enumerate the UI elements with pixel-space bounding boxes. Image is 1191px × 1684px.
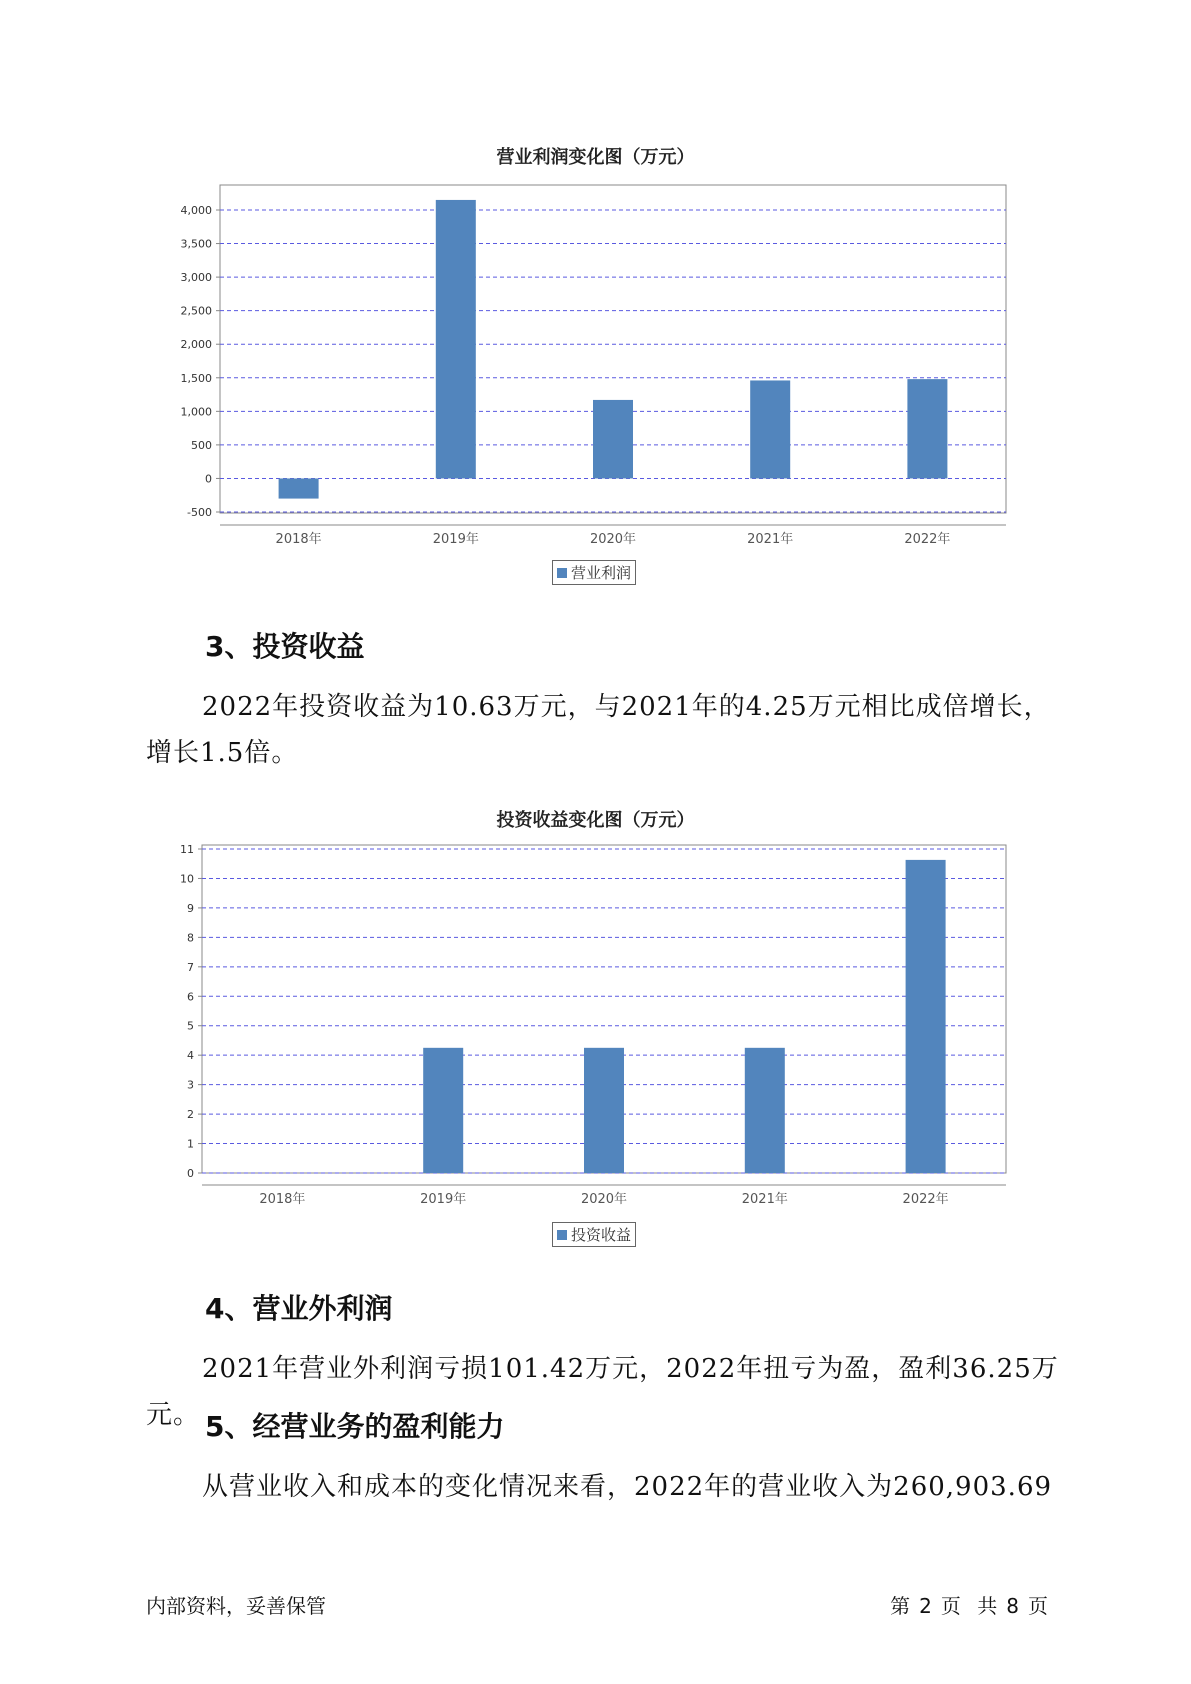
chart1-title: 营业利润变化图（万元） <box>496 147 695 168</box>
y-tick-label: 3,500 <box>180 237 212 251</box>
y-tick-label: 8 <box>187 931 194 945</box>
y-tick-label: 1,000 <box>180 405 212 419</box>
x-tick-label: 2022年 <box>904 532 951 547</box>
x-tick-label: 2020年 <box>580 1192 628 1207</box>
legend-swatch <box>557 1230 567 1240</box>
page-prefix: 第 <box>890 1594 912 1618</box>
x-tick-label: 2018年 <box>275 532 322 547</box>
y-tick-label: 2,000 <box>180 338 212 352</box>
y-tick-label: -500 <box>187 506 212 519</box>
x-tick-label: 2021年 <box>747 532 794 547</box>
y-tick-label: 1,500 <box>180 371 212 385</box>
footer-page-number <box>886 1590 1053 1619</box>
y-tick-label: 3 <box>187 1078 194 1092</box>
total-suffix: 页 <box>1028 1594 1049 1618</box>
x-tick-label: 2021年 <box>741 1192 788 1207</box>
x-tick-label: 2022年 <box>902 1192 949 1207</box>
y-tick-label: 2,500 <box>180 304 212 318</box>
chart2-legend <box>552 1222 636 1247</box>
chart2-legend-label: 投资收益 <box>571 1226 632 1244</box>
section-5-paragraph: 从营业收入和成本的变化情况来看，2022年的营业收入为260,903.69 <box>202 1472 1053 1502</box>
section-3-heading: 3、投资收益 <box>205 630 365 663</box>
page-mid: 页 <box>940 1594 962 1618</box>
y-tick-label: 4 <box>187 1049 194 1063</box>
section-4-heading: 4、营业外利润 <box>205 1292 393 1325</box>
section-3-paragraph: 2022年投资收益为10.63万元，与2021年的4.25万元相比成倍增长，增长1.5倍。 <box>146 692 1051 768</box>
total-prefix: 共 <box>977 1594 999 1618</box>
x-tick-label: 2019年 <box>420 1192 467 1207</box>
y-tick-label: 1 <box>187 1137 194 1151</box>
y-tick-label: 6 <box>187 990 194 1004</box>
bar-2019年 <box>423 1048 463 1173</box>
y-tick-label: 500 <box>191 438 212 452</box>
chart1-legend-label: 营业利润 <box>571 564 632 582</box>
bar-2022年 <box>906 860 946 1173</box>
section-5-heading: 5、经营业务的盈利能力 <box>205 1410 505 1443</box>
y-tick-label: 9 <box>187 901 194 915</box>
y-tick-label: 0 <box>187 1167 194 1180</box>
y-tick-label: 4,000 <box>180 204 212 217</box>
bar-2020年 <box>584 1048 624 1173</box>
y-tick-label: 10 <box>180 872 194 886</box>
page-num: 2 <box>919 1594 933 1618</box>
x-tick-label: 2019年 <box>432 532 479 547</box>
bar-2021年 <box>745 1048 785 1173</box>
y-tick-label: 11 <box>180 843 194 856</box>
y-tick-label: 5 <box>187 1019 194 1033</box>
footer-confidential-note: 内部资料，妥善保管 <box>146 1594 326 1618</box>
y-tick-label: 2 <box>187 1108 194 1122</box>
x-tick-label: 2020年 <box>589 532 637 547</box>
total-num: 8 <box>1006 1594 1020 1618</box>
y-tick-label: 0 <box>205 472 212 486</box>
chart2-title: 投资收益变化图（万元） <box>496 810 695 831</box>
y-tick-label: 3,000 <box>180 271 212 285</box>
y-tick-label: 7 <box>187 960 194 974</box>
section-4-paragraph: 2021年营业外利润亏损101.42万元，2022年扭亏为盈，盈利36.25万元。 <box>146 1354 1059 1430</box>
x-tick-label: 2018年 <box>259 1192 306 1207</box>
